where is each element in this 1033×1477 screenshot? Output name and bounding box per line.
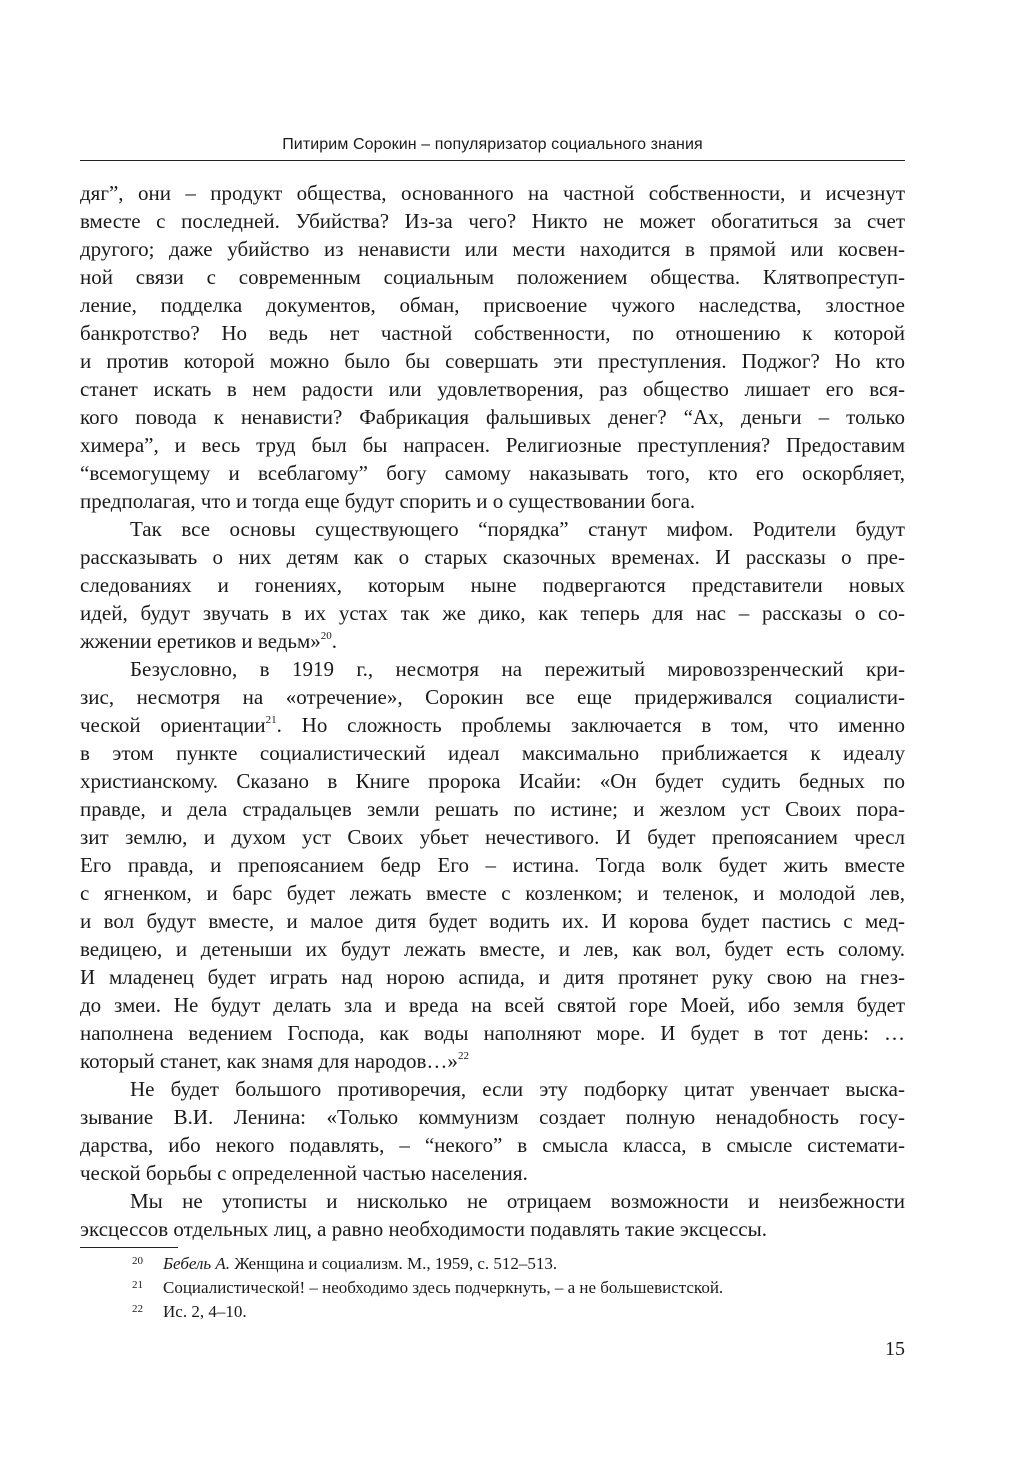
line-text: эксцессов отдельных лиц, а равно необходимости подавлять такие эксцессы. <box>80 1217 767 1241</box>
line-text: ческой ориентации <box>80 713 266 737</box>
line-text: и против которой можно было бы совершать эти преступления. Поджог? Но кто <box>80 349 905 373</box>
text-line <box>80 1159 905 1187</box>
text-line <box>80 487 905 515</box>
footnote-number: 21 <box>132 1279 143 1291</box>
line-text: ной связи с современным социальным положением общества. Клятвопреступ- <box>80 265 905 289</box>
line-text: зывание В.И. Ленина: «Только коммунизм создает полную ненадобность госу- <box>80 1105 905 1129</box>
text-line <box>80 459 905 487</box>
paragraph <box>80 179 905 515</box>
text-line <box>80 291 905 319</box>
footnote <box>80 1276 905 1300</box>
text-line <box>80 431 905 459</box>
body-text <box>80 179 905 1243</box>
text-line <box>80 795 905 823</box>
text-line <box>80 655 905 683</box>
footnote-text: Социалистической! – необходимо здесь подчеркнуть, – а не большевистской. <box>163 1278 724 1297</box>
line-text: Так все основы существующего “порядка” станут мифом. Родители будут <box>130 517 905 541</box>
text-line <box>80 571 905 599</box>
text-line <box>80 683 905 711</box>
line-text: химера”, и весь труд был бы напрасен. Религиозные преступления? Предоставим <box>80 433 905 457</box>
text-line <box>80 1187 905 1215</box>
line-text: который станет, как знамя для народов…» <box>80 1049 458 1073</box>
line-text: ведицею, и детеныши их будут лежать вместе, и лев, как вол, будет есть солому. <box>80 937 905 961</box>
text-line <box>80 599 905 627</box>
footnote-ref: 20 <box>320 630 332 642</box>
text-line <box>80 543 905 571</box>
footnote-separator <box>80 1247 178 1248</box>
line-text: рассказывать о них детям как о старых сказочных временах. И рассказы о пре- <box>80 545 905 569</box>
line-text: . <box>331 629 338 653</box>
text-line <box>80 851 905 879</box>
line-text: жжении еретиков и ведьм» <box>80 629 321 653</box>
text-line <box>80 711 905 739</box>
text-line <box>80 1103 905 1131</box>
line-text: предполагая, что и тогда еще будут спорить и о существовании бога. <box>80 489 696 513</box>
text-line <box>80 235 905 263</box>
paragraph <box>80 1075 905 1187</box>
text-line <box>80 403 905 431</box>
text-line <box>80 1075 905 1103</box>
footnote-text: Женщина и социализм. М., 1959, с. 512–513. <box>230 1254 558 1273</box>
text-line <box>80 767 905 795</box>
line-text: станет искать в нем радости или удовлетворения, раз общество лишает его вся- <box>80 377 905 401</box>
line-text: зит землю, и духом уст Своих убьет нечестивого. И будет препоясанием чресл <box>80 825 905 849</box>
page-number: 15 <box>885 1338 905 1360</box>
footnote <box>80 1300 905 1324</box>
text-line <box>80 907 905 935</box>
line-text: правде, и дела страдальцев земли решать по истине; и жезлом уст Своих пора- <box>80 797 905 821</box>
line-text: ление, подделка документов, обман, присвоение чужого наследства, злостное <box>80 293 905 317</box>
line-text: “всемогущему и всеблагому” богу самому наказывать того, кто его оскорбляет, <box>80 461 905 485</box>
line-text: и вол будут вместе, и малое дитя будет водить их. И корова будет пастись с мед- <box>80 909 905 933</box>
line-text: дяг”, они – продукт общества, основанного на частной собственности, и исчезнут <box>80 181 905 205</box>
line-text: Безусловно, в 1919 г., несмотря на пережитый мировоззренческий кри- <box>130 657 905 681</box>
footnotes <box>80 1252 905 1324</box>
text-line <box>80 1215 905 1243</box>
paragraph <box>80 655 905 1075</box>
text-line <box>80 319 905 347</box>
line-text: до змеи. Не будут делать зла и вреда на всей святой горе Моей, ибо земля будет <box>80 993 905 1017</box>
line-text: Его правда, и препоясанием бедр Его – истина. Тогда волк будет жить вместе <box>80 853 905 877</box>
text-line <box>80 823 905 851</box>
line-text: кого повода к ненависти? Фабрикация фальшивых денег? “Ах, деньги – только <box>80 405 905 429</box>
text-line <box>80 1019 905 1047</box>
text-line <box>80 627 905 655</box>
running-header: Питирим Сорокин – популяризатор социального знания <box>282 136 703 153</box>
line-text: Не будет большого противоречия, если эту подборку цитат увенчает выска- <box>130 1077 905 1101</box>
line-text: Мы не утописты и нисколько не отрицаем возможности и неизбежности <box>130 1189 905 1213</box>
text-line <box>80 935 905 963</box>
text-line <box>80 179 905 207</box>
text-line <box>80 1131 905 1159</box>
footnote-number: 22 <box>132 1303 143 1315</box>
text-line <box>80 347 905 375</box>
header-rule <box>80 160 905 161</box>
line-text: наполнена ведением Господа, как воды наполняют море. И будет в тот день: … <box>80 1021 905 1045</box>
paragraph <box>80 1187 905 1243</box>
text-line <box>80 207 905 235</box>
text-line <box>80 879 905 907</box>
text-line <box>80 263 905 291</box>
line-text: другого; даже убийство из ненависти или мести находится в прямой или косвен- <box>80 237 905 261</box>
text-line <box>80 375 905 403</box>
line-text: И младенец будет играть над норою аспида, и дитя протянет руку свою на гнез- <box>80 965 905 989</box>
footnote-text: Ис. 2, 4–10. <box>163 1302 247 1321</box>
paragraph <box>80 515 905 655</box>
line-text: следованиях и гонениях, которым ныне подвергаются представители новых <box>80 573 905 597</box>
line-text: с ягненком, и барс будет лежать вместе с козленком; и теленок, и молодой лев, <box>80 881 905 905</box>
line-text: зис, несмотря на «отречение», Сорокин все еще придерживался социалисти- <box>80 685 905 709</box>
line-text: банкротство? Но ведь нет частной собственности, по отношению к которой <box>80 321 905 345</box>
line-text: вместе с последней. Убийства? Из-за чего? Никто не может обогатиться за счет <box>80 209 905 233</box>
text-line <box>80 1047 905 1075</box>
text-line <box>80 739 905 767</box>
line-text: идей, будут звучать в их устах так же дико, как теперь для нас – рассказы о со- <box>80 601 905 625</box>
text-line <box>80 963 905 991</box>
footnote <box>80 1252 905 1276</box>
text-line <box>80 515 905 543</box>
text-line <box>80 991 905 1019</box>
line-text: христианскому. Сказано в Книге пророка Исайи: «Он будет судить бедных по <box>80 769 905 793</box>
line-text: в этом пункте социалистический идеал максимально приближается к идеалу <box>80 741 905 765</box>
footnote-author: Бебель А. <box>163 1254 231 1273</box>
footnote-ref: 21 <box>265 714 277 726</box>
line-text: ческой борьбы с определенной частью населения. <box>80 1161 528 1185</box>
footnote-ref: 22 <box>457 1050 469 1062</box>
line-text: . Но сложность проблемы заключается в том, что именно <box>276 713 905 737</box>
footnote-number: 20 <box>132 1255 143 1267</box>
line-text: дарства, ибо некого подавлять, – “некого” в смысла класса, в смысле системати- <box>80 1133 905 1157</box>
